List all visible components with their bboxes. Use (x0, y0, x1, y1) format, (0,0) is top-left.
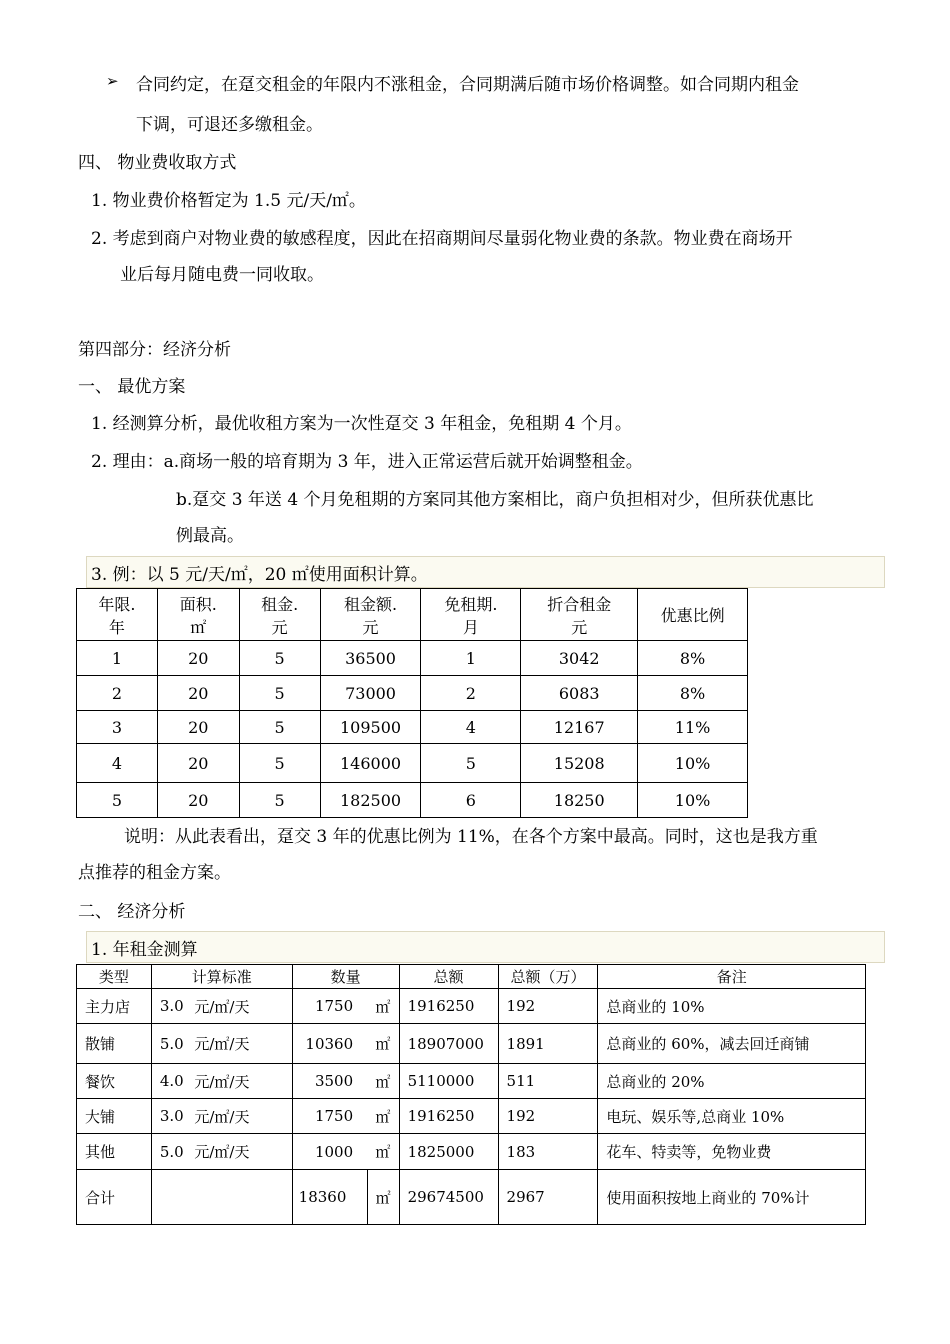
cell: 3.0 (151, 989, 194, 1024)
cell: 29674500 (399, 1170, 498, 1225)
header-cell-years: 年限. 年 (77, 589, 158, 641)
header-cell-standard: 计算标准 (151, 965, 292, 989)
cell: 4 (421, 711, 521, 744)
cell: 10% (638, 783, 748, 818)
cell: 5 (421, 744, 521, 783)
cell: 2 (77, 676, 158, 711)
cell: ㎡ (367, 989, 399, 1024)
cell: 5 (239, 641, 320, 676)
example-caption: 3. 例：以 5 元/天/㎡，20 ㎡使用面积计算。 (91, 565, 428, 585)
cell: 餐饮 (77, 1064, 152, 1099)
cell: 182500 (320, 783, 421, 818)
header-cell-type: 类型 (77, 965, 152, 989)
table-header-row (77, 589, 748, 641)
cell: 5110000 (399, 1064, 498, 1099)
cell: 20 (157, 711, 239, 744)
section-heading-property-fee: 四、 物业费收取方式 (78, 153, 237, 173)
cell: 10360 (292, 1024, 367, 1064)
cell: 8% (638, 641, 748, 676)
cell: 5 (239, 783, 320, 818)
cell: 20 (157, 676, 239, 711)
cell: 192 (498, 1099, 598, 1134)
note-line1: 说明：从此表看出，趸交 3 年的优惠比例为 11%，在各个方案中最高。同时，这也是我方重 (124, 827, 818, 847)
table-row (77, 1024, 866, 1064)
cell: 1825000 (399, 1134, 498, 1170)
cell: 散铺 (77, 1024, 152, 1064)
cell: 12167 (521, 711, 638, 744)
cell: 1750 (292, 1099, 367, 1134)
cell: 73000 (320, 676, 421, 711)
arrow-bullet-icon: ➢ (106, 72, 119, 90)
cell: 183 (498, 1134, 598, 1170)
table-row (77, 1064, 866, 1099)
section-heading-economic-analysis: 二、 经济分析 (78, 902, 186, 922)
cell: 使用面积按地上商业的 70%计 (598, 1170, 866, 1225)
best-plan-item-2-line2: b.趸交 3 年送 4 个月免租期的方案同其他方案相比，商户负担相对少，但所获优惠比 (176, 490, 814, 510)
cell: 3500 (292, 1064, 367, 1099)
table-row (77, 676, 748, 711)
cell: 20 (157, 641, 239, 676)
cell: 20 (157, 744, 239, 783)
cell: ㎡ (367, 1170, 399, 1225)
table-header-row (77, 965, 866, 989)
table-row (77, 989, 866, 1024)
table-row (77, 744, 748, 783)
cell: 3 (77, 711, 158, 744)
table-row (77, 783, 748, 818)
cell: ㎡ (367, 1024, 399, 1064)
cell: 元/㎡/天 (194, 1134, 292, 1170)
cell: 2 (421, 676, 521, 711)
section-heading-best-plan: 一、 最优方案 (78, 377, 186, 397)
cell: 11% (638, 711, 748, 744)
cell: 5 (77, 783, 158, 818)
cell: 1 (421, 641, 521, 676)
cell: 6083 (521, 676, 638, 711)
calc-title-highlight-box (86, 931, 885, 963)
cell: 109500 (320, 711, 421, 744)
cell: 总商业的 20% (598, 1064, 866, 1099)
cell: 总商业的 60%，减去回迁商铺 (598, 1024, 866, 1064)
cell: 主力店 (77, 989, 152, 1024)
cell: 元/㎡/天 (194, 1064, 292, 1099)
cell: 1 (77, 641, 158, 676)
table-row (77, 1099, 866, 1134)
cell: 36500 (320, 641, 421, 676)
bullet-text-line1: 合同约定，在趸交租金的年限内不涨租金，合同期满后随市场价格调整。如合同期内租金 (136, 75, 799, 95)
cell: 6 (421, 783, 521, 818)
cell: 5 (239, 711, 320, 744)
cell: 5.0 (151, 1024, 194, 1064)
cell: 其他 (77, 1134, 152, 1170)
cell: 192 (498, 989, 598, 1024)
best-plan-item-1: 1. 经测算分析，最优收租方案为一次性趸交 3 年租金，免租期 4 个月。 (91, 414, 632, 434)
header-cell-total-wan: 总额（万） (498, 965, 598, 989)
cell: 5.0 (151, 1134, 194, 1170)
cell: 电玩、娱乐等,总商业 10% (598, 1099, 866, 1134)
header-cell-remark: 备注 (598, 965, 866, 989)
cell: 元/㎡/天 (194, 989, 292, 1024)
table-row (77, 641, 748, 676)
table-total-row (77, 1170, 866, 1225)
cell: 3042 (521, 641, 638, 676)
cell: 1916250 (399, 1099, 498, 1134)
table-row (77, 711, 748, 744)
cell: 18907000 (399, 1024, 498, 1064)
header-cell-discount-ratio: 优惠比例 (638, 589, 748, 641)
cell: 18250 (521, 783, 638, 818)
best-plan-item-2-line3: 例最高。 (176, 526, 244, 546)
cell: 511 (498, 1064, 598, 1099)
table-row (77, 1134, 866, 1170)
cell: 3.0 (151, 1099, 194, 1134)
cell: ㎡ (367, 1099, 399, 1134)
header-cell-area: 面积. ㎡ (157, 589, 239, 641)
cell: 20 (157, 783, 239, 818)
best-plan-item-2-line1: 2. 理由：a.商场一般的培育期为 3 年，进入正常运营后就开始调整租金。 (91, 452, 643, 472)
part-title-economic-analysis: 第四部分：经济分析 (78, 340, 231, 360)
property-fee-item-1: 1. 物业费价格暂定为 1.5 元/天/㎡。 (91, 191, 366, 211)
cell: 1891 (498, 1024, 598, 1064)
cell: 合计 (77, 1170, 152, 1225)
cell: 5 (239, 676, 320, 711)
header-cell-equivalent-rent: 折合租金 元 (521, 589, 638, 641)
cell: 4.0 (151, 1064, 194, 1099)
cell: 18360 (292, 1170, 367, 1225)
note-line2: 点推荐的租金方案。 (78, 863, 231, 883)
cell: ㎡ (367, 1134, 399, 1170)
cell: ㎡ (367, 1064, 399, 1099)
cell: 146000 (320, 744, 421, 783)
cell: 8% (638, 676, 748, 711)
cell: 元/㎡/天 (194, 1024, 292, 1064)
cell: 大铺 (77, 1099, 152, 1134)
cell: 元/㎡/天 (194, 1099, 292, 1134)
header-cell-rent: 租金. 元 (239, 589, 320, 641)
property-fee-item-2-line1: 2. 考虑到商户对物业费的敏感程度，因此在招商期间尽量弱化物业费的条款。物业费在商场开 (91, 229, 793, 249)
discount-ratio-table (76, 588, 748, 818)
cell: 5 (239, 744, 320, 783)
cell: 1750 (292, 989, 367, 1024)
header-cell-rent-amount: 租金额. 元 (320, 589, 421, 641)
header-cell-free-period: 免租期. 月 (421, 589, 521, 641)
cell: 总商业的 10% (598, 989, 866, 1024)
cell: 1916250 (399, 989, 498, 1024)
cell: 4 (77, 744, 158, 783)
cell-empty (151, 1170, 292, 1225)
cell: 花车、特卖等，免物业费 (598, 1134, 866, 1170)
cell: 10% (638, 744, 748, 783)
header-cell-total: 总额 (399, 965, 498, 989)
property-fee-item-2-line2: 业后每月随电费一同收取。 (120, 265, 324, 285)
bullet-text-line2: 下调，可退还多缴租金。 (136, 115, 323, 135)
header-cell-quantity: 数量 (292, 965, 399, 989)
cell: 15208 (521, 744, 638, 783)
cell: 1000 (292, 1134, 367, 1170)
annual-rent-calc-title: 1. 年租金测算 (91, 940, 198, 960)
annual-rent-table (76, 964, 866, 1225)
cell: 2967 (498, 1170, 598, 1225)
